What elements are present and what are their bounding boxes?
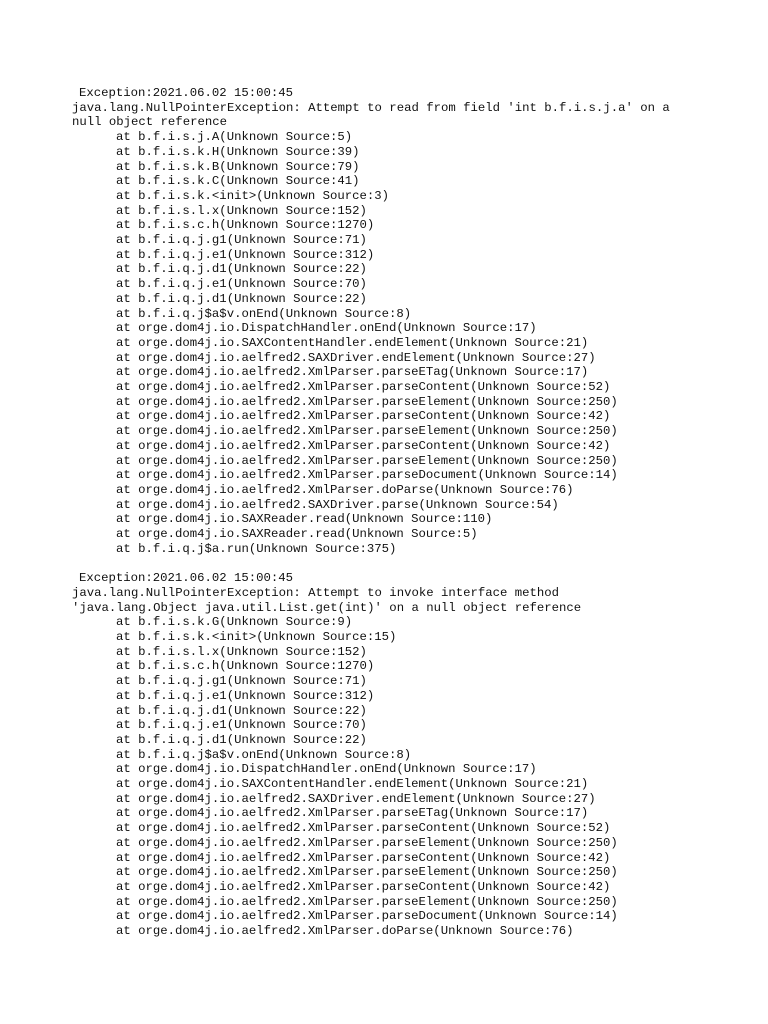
- stack-frame: at b.f.i.q.j$a.run(Unknown Source:375): [116, 541, 397, 556]
- stack-frame: at orge.dom4j.io.SAXReader.read(Unknown Source:5): [116, 527, 478, 542]
- stack-frame: at orge.dom4j.io.aelfred2.SAXDriver.parse(Unknown Source:54): [116, 497, 559, 512]
- stack-frame: at orge.dom4j.io.DispatchHandler.onEnd(Unknown Source:17): [116, 321, 537, 336]
- stack-frame: at orge.dom4j.io.SAXContentHandler.endElement(Unknown Source:21): [116, 335, 589, 350]
- exception-message-line: java.lang.NullPointerException: Attempt to invoke interface method: [72, 585, 560, 600]
- stack-frame: at b.f.i.q.j.e1(Unknown Source:70): [116, 277, 367, 292]
- stack-frame: at orge.dom4j.io.aelfred2.XmlParser.parseDocument(Unknown Source:14): [116, 468, 618, 483]
- stack-frame: at orge.dom4j.io.DispatchHandler.onEnd(Unknown Source:17): [116, 762, 537, 777]
- exception-message-line: java.lang.NullPointerException: Attempt to read from field 'int b.f.i.s.j.a' on a: [72, 100, 670, 115]
- stack-frame: at b.f.i.q.j.e1(Unknown Source:312): [116, 688, 375, 703]
- stack-frame: at b.f.i.q.j$a$v.onEnd(Unknown Source:8): [116, 306, 412, 321]
- stack-frame: at orge.dom4j.io.aelfred2.XmlParser.parseElement(Unknown Source:250): [116, 894, 618, 909]
- stack-frame: at b.f.i.q.j.e1(Unknown Source:312): [116, 247, 375, 262]
- log-page: [72, 86, 752, 953]
- exception-message-line: null object reference: [72, 115, 227, 130]
- stack-frame: at b.f.i.s.c.h(Unknown Source:1270): [116, 659, 375, 674]
- stack-frame: at orge.dom4j.io.aelfred2.XmlParser.parseContent(Unknown Source:52): [116, 380, 611, 395]
- stack-frame: at orge.dom4j.io.aelfred2.XmlParser.parseElement(Unknown Source:250): [116, 424, 618, 439]
- stack-frame: at b.f.i.s.k.G(Unknown Source:9): [116, 615, 353, 630]
- stack-frame: at b.f.i.s.k.B(Unknown Source:79): [116, 159, 360, 174]
- stack-frame: at orge.dom4j.io.aelfred2.XmlParser.parseElement(Unknown Source:250): [116, 835, 618, 850]
- stack-frame: at orge.dom4j.io.SAXReader.read(Unknown Source:110): [116, 512, 493, 527]
- stack-frame: at b.f.i.s.l.x(Unknown Source:152): [116, 644, 367, 659]
- stack-frame: at orge.dom4j.io.aelfred2.XmlParser.parseContent(Unknown Source:42): [116, 879, 611, 894]
- stack-frame: at orge.dom4j.io.aelfred2.XmlParser.parseElement(Unknown Source:250): [116, 865, 618, 880]
- stack-frame: at orge.dom4j.io.aelfred2.XmlParser.doParse(Unknown Source:76): [116, 924, 574, 939]
- stack-frame: at b.f.i.s.k.C(Unknown Source:41): [116, 174, 360, 189]
- stack-frame: at b.f.i.q.j.d1(Unknown Source:22): [116, 732, 367, 747]
- stack-frame: at orge.dom4j.io.SAXContentHandler.endElement(Unknown Source:21): [116, 777, 589, 792]
- stack-frame: at b.f.i.q.j.g1(Unknown Source:71): [116, 674, 367, 689]
- stack-frame: at orge.dom4j.io.aelfred2.XmlParser.parseElement(Unknown Source:250): [116, 394, 618, 409]
- exception-message-line: 'java.lang.Object java.util.List.get(int)' on a null object reference: [72, 600, 582, 615]
- stack-frame: at orge.dom4j.io.aelfred2.XmlParser.parseContent(Unknown Source:42): [116, 409, 611, 424]
- exception-block-2: [72, 571, 752, 939]
- stack-frame: at b.f.i.q.j.d1(Unknown Source:22): [116, 703, 367, 718]
- stack-frame: at b.f.i.s.k.H(Unknown Source:39): [116, 144, 360, 159]
- exception-block-1: [72, 86, 752, 557]
- stack-frame: at b.f.i.q.j$a$v.onEnd(Unknown Source:8): [116, 747, 412, 762]
- stack-frame: at b.f.i.q.j.d1(Unknown Source:22): [116, 262, 367, 277]
- stack-frame: at orge.dom4j.io.aelfred2.SAXDriver.endElement(Unknown Source:27): [116, 791, 596, 806]
- stack-frame: at orge.dom4j.io.aelfred2.XmlParser.doParse(Unknown Source:76): [116, 482, 574, 497]
- stack-frame: at orge.dom4j.io.aelfred2.XmlParser.parseElement(Unknown Source:250): [116, 453, 618, 468]
- stack-frame: at b.f.i.s.k.<init>(Unknown Source:3): [116, 188, 390, 203]
- stack-frame: at b.f.i.q.j.e1(Unknown Source:70): [116, 718, 367, 733]
- stack-frame: at b.f.i.q.j.d1(Unknown Source:22): [116, 291, 367, 306]
- stack-frame: at orge.dom4j.io.aelfred2.SAXDriver.endElement(Unknown Source:27): [116, 350, 596, 365]
- exception-header: Exception:2021.06.02 15:00:45: [79, 86, 294, 100]
- stack-frame: at orge.dom4j.io.aelfred2.XmlParser.parseContent(Unknown Source:52): [116, 821, 611, 836]
- stack-frame: at b.f.i.s.l.x(Unknown Source:152): [116, 203, 367, 218]
- stack-frame: at b.f.i.s.k.<init>(Unknown Source:15): [116, 630, 397, 644]
- stack-frame: at orge.dom4j.io.aelfred2.XmlParser.parseContent(Unknown Source:42): [116, 438, 611, 453]
- stack-frame: at b.f.i.s.c.h(Unknown Source:1270): [116, 218, 375, 233]
- stack-frame: at b.f.i.q.j.g1(Unknown Source:71): [116, 233, 367, 248]
- stack-frame: at b.f.i.s.j.A(Unknown Source:5): [116, 130, 353, 145]
- stack-frame: at orge.dom4j.io.aelfred2.XmlParser.parseETag(Unknown Source:17): [116, 365, 589, 380]
- stack-frame: at orge.dom4j.io.aelfred2.XmlParser.parseDocument(Unknown Source:14): [116, 909, 618, 924]
- stack-frame: at orge.dom4j.io.aelfred2.XmlParser.parseETag(Unknown Source:17): [116, 806, 589, 821]
- stack-frame: at orge.dom4j.io.aelfred2.XmlParser.parseContent(Unknown Source:42): [116, 850, 611, 865]
- exception-header: Exception:2021.06.02 15:00:45: [79, 571, 294, 586]
